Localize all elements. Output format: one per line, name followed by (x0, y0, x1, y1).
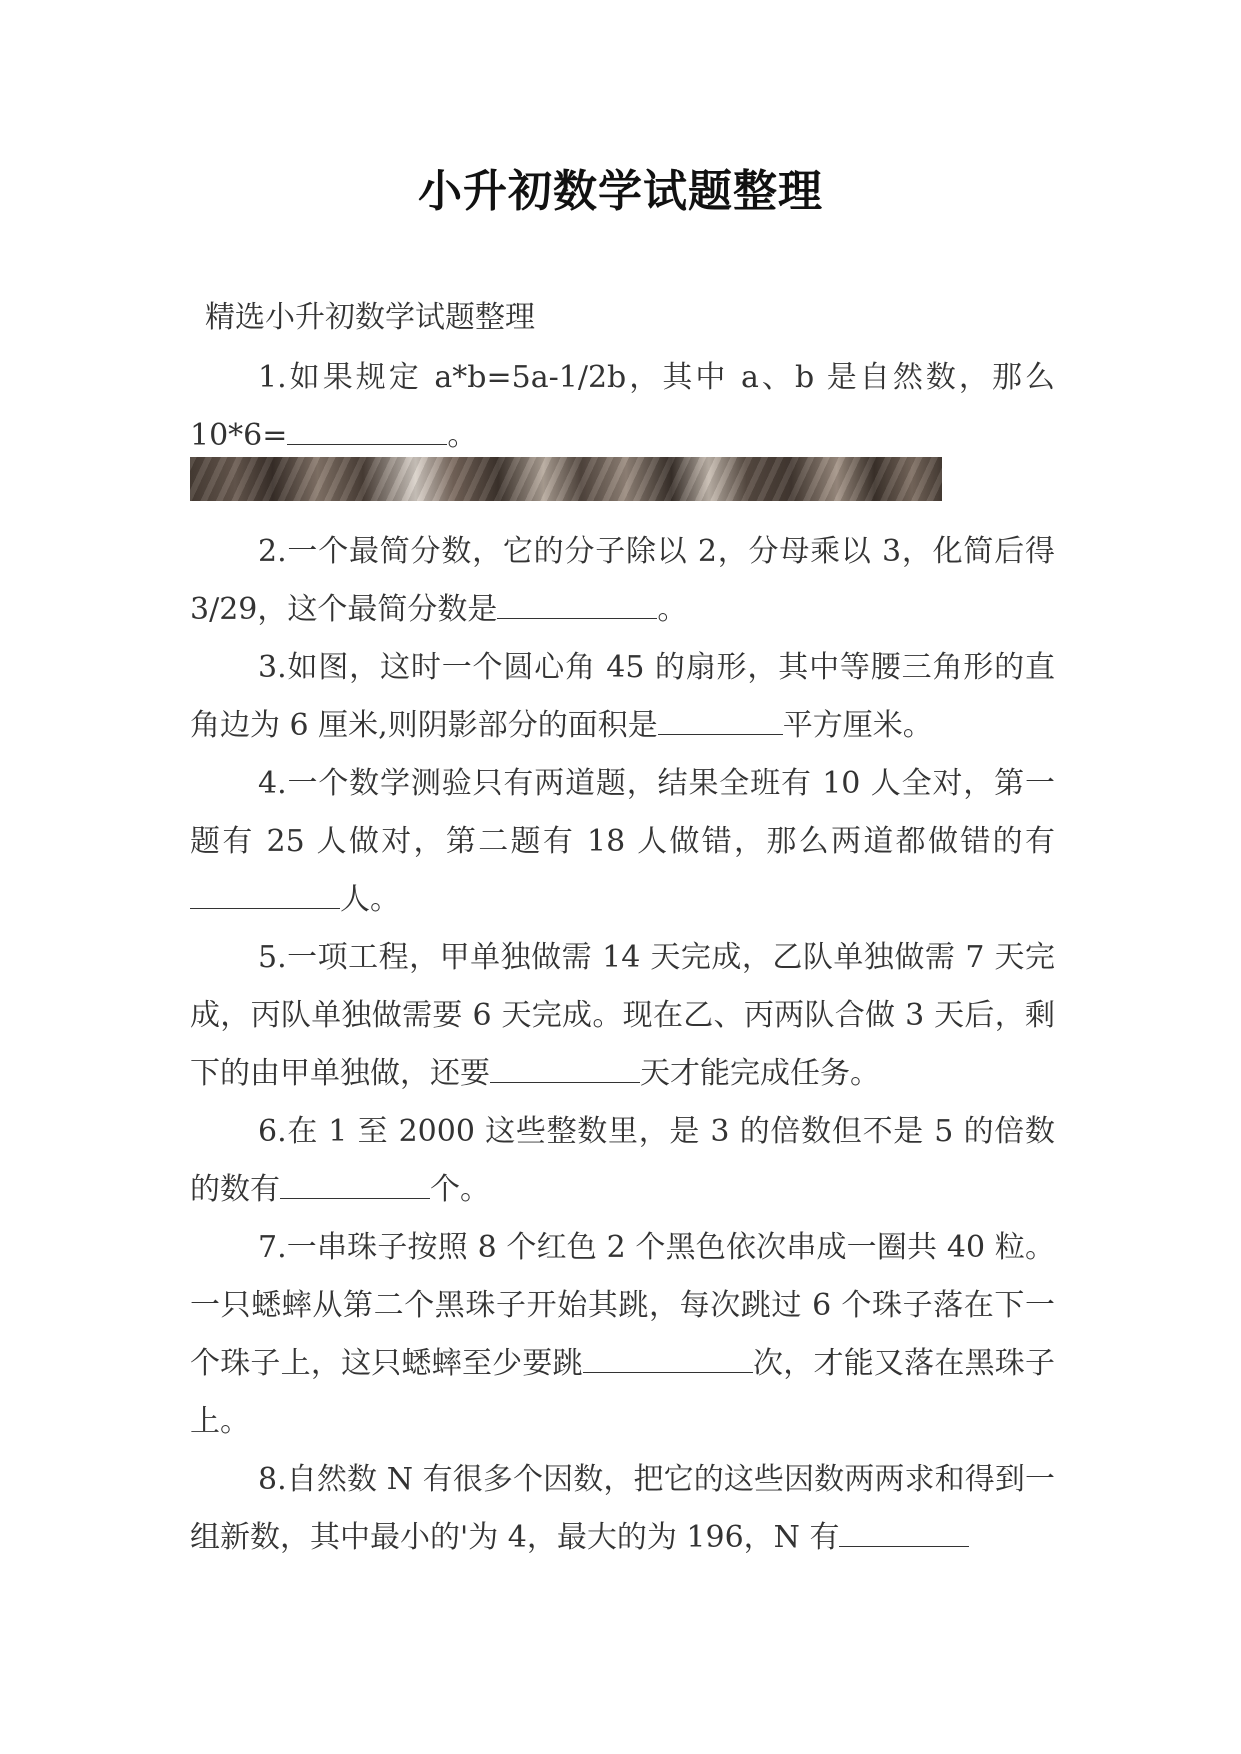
question-2 (190, 523, 1055, 639)
question-4 (190, 755, 1055, 929)
question-text: 3.如图，这时一个圆心角 45 的扇形，其中等腰三角形的直角边为 6 厘米,则阴影部分的面积是 (190, 650, 1055, 743)
question-text: 4.一个数学测验只有两道题，结果全班有 10 人全对，第一题有 25 人做对，第二题有 18 人做错，那么两道都做错的有 (190, 766, 1055, 859)
question-6 (190, 1103, 1055, 1219)
document-title: 小升初数学试题整理 (418, 166, 823, 217)
question-suffix: 平方厘米。 (782, 708, 933, 743)
question-text: 8.自然数 N 有很多个因数，把它的这些因数两两求和得到一组新数，其中最小的'为 4，最大的为 196，N 有 (190, 1462, 1055, 1555)
answer-blank (583, 1346, 753, 1373)
answer-blank (839, 1520, 969, 1547)
question-1 (190, 349, 1055, 465)
question-suffix: 个。 (430, 1172, 490, 1207)
answer-blank (287, 418, 447, 445)
question-suffix: 天才能完成任务。 (640, 1056, 880, 1091)
question-text: 1.如果规定 a*b=5a-1/2b，其中 a、b 是自然数，那么10*6= (190, 360, 1055, 453)
question-3 (190, 639, 1055, 755)
question-list (190, 349, 1055, 1567)
question-suffix: 。 (447, 418, 478, 453)
question-text: 5.一项工程，甲单独做需 14 天完成，乙队单独做需 7 天完成，丙队单独做需要 6 天完成。现在乙、丙两队合做 3 天后，剩下的由甲单独做，还要 (190, 940, 1055, 1091)
question-5 (190, 929, 1055, 1103)
question-text: 7.一串珠子按照 8 个红色 2 个黑色依次串成一圈共 40 粒。一只蟋蟀从第二个黑珠子开始其跳，每次跳过 6 个珠子落在下一个珠子上，这只蟋蟀至少要跳 (190, 1230, 1055, 1381)
question-text: 6.在 1 至 2000 这些整数里，是 3 的倍数但不是 5 的倍数的数有 (190, 1114, 1055, 1207)
document-subtitle: 精选小升初数学试题整理 (205, 300, 535, 335)
answer-blank (497, 592, 657, 619)
question-suffix: 人。 (340, 882, 400, 917)
question-suffix: 次，才能又落在黑珠子上。 (190, 1346, 1056, 1439)
answer-blank (280, 1172, 430, 1199)
answer-blank (190, 882, 340, 909)
question-7 (190, 1219, 1055, 1451)
question-8 (190, 1451, 1055, 1567)
question-text: 2.一个最简分数，它的分子除以 2，分母乘以 3，化简后得 3/29，这个最简分数是 (190, 534, 1055, 627)
answer-blank (490, 1056, 640, 1083)
answer-blank (658, 708, 783, 735)
question-suffix: 。 (657, 592, 688, 627)
